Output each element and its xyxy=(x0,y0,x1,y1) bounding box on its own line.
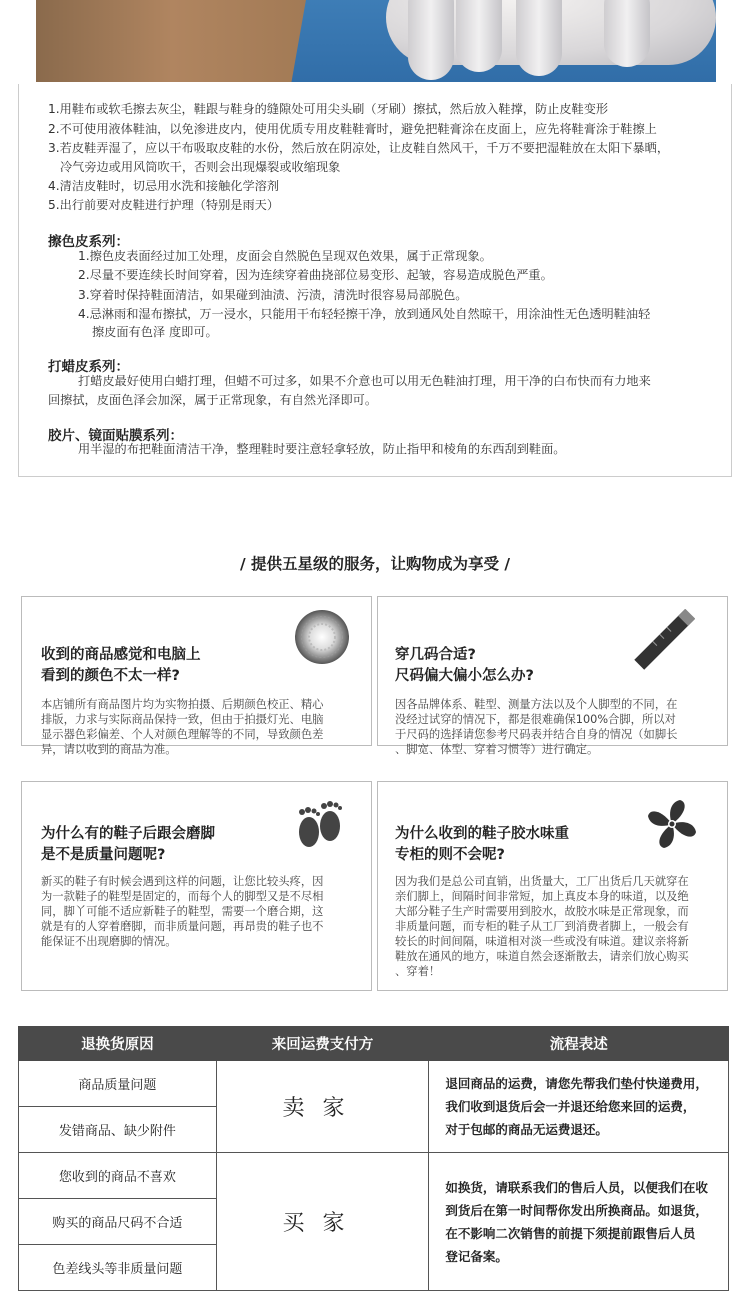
payer-cell: 买家 xyxy=(216,1153,429,1291)
service-card xyxy=(377,781,728,991)
care-line: 用半湿的布把鞋面清洁干净，整理鞋时要注意轻拿轻放，防止指甲和棱角的东西刮到鞋面。 xyxy=(78,442,566,456)
process-cell: 如换货，请联系我们的售后人员，以便我们在收 到货后在第一时间帮你发出所换商品。如退货， 在不影响二次销售的前提下须提前跟售后人员 登记备案。 xyxy=(429,1153,729,1291)
column-header: 来回运费支付方 xyxy=(216,1027,429,1061)
card-title: 收到的商品感觉和电脑上 看到的颜色不太一样? xyxy=(41,647,201,684)
ruler-icon xyxy=(633,609,695,671)
care-line: 1.用鞋布或软毛擦去灰尘，鞋跟与鞋身的缝隙处可用尖头刷（牙刷）擦拭，然后放入鞋撑，防止皮鞋变形 xyxy=(48,102,609,116)
care-line: 3.穿着时保持鞋面清洁，如果碰到油渍、污渍，清洗时很容易局部脱色。 xyxy=(78,288,468,302)
reason-cell: 发错商品、缺少附件 xyxy=(19,1107,217,1153)
card-text: 因为我们是总公司直销，出货量大，工厂出货后几天就穿在 亲们脚上，间隔时间非常短，加上真皮本身的味道，以及绝 大部分鞋子生产时需要用到胶水，故胶水味是正常现象，而 非质量问题，而专柜的鞋子从工厂到消费者脚上，一般会有 较长的时间间隔，味道相对淡一些或没有味道。建议亲将新 鞋放在通风的地方，味道自然会逐渐散去，请亲们放心购买 、穿着！ xyxy=(395,875,689,978)
care-line: 4.清洁皮鞋时，切忌用水洗和接触化学溶剂 xyxy=(48,179,280,193)
footprints-icon xyxy=(292,800,348,850)
care-line: 5.出行前要对皮鞋进行护理（特别是雨天） xyxy=(48,198,280,212)
reason-cell: 商品质量问题 xyxy=(19,1061,217,1107)
card-text: 因各品牌体系、鞋型、测量方法以及个人脚型的不同，在 没经过试穿的情况下，都是很难确保100%合脚，所以对 于尺码的选择请您参考尺码表并结合自身的情况（如脚长 、脚宽、体型、穿着习惯等）进行确定。 xyxy=(395,698,678,756)
table-row xyxy=(19,1153,729,1199)
fan-icon xyxy=(644,796,700,852)
column-header: 流程表述 xyxy=(429,1027,729,1061)
section-heading-film: 胶片、镜面贴膜系列： xyxy=(48,428,183,444)
returns-table xyxy=(18,1026,729,1291)
care-line: 4.忌淋雨和湿布擦拭，万一浸水，只能用干布轻轻擦干净，放到通风处自然晾干，用涂油性无色透明鞋油轻 xyxy=(78,307,651,321)
section-heading-dala: 打蜡皮系列： xyxy=(48,359,129,375)
service-title: / 提供五星级的服务，让购物成为享受 / xyxy=(239,555,511,573)
care-line: 回擦拭，皮面色泽会加深，属于正常现象，有自然光泽即可。 xyxy=(48,393,378,407)
care-line: 冷气旁边或用风筒吹干，否则会出现爆裂或收缩现象 xyxy=(60,160,341,174)
card-title: 穿几码合适? 尺码偏大偏小怎么办? xyxy=(395,647,534,684)
card-text: 本店铺所有商品图片均为实物拍摄、后期颜色校正、精心 排版，力求与实际商品保持一致，但由于拍摄灯光、电脑 显示器色彩偏差、个人对颜色理解等的不同，导致颜色差 异，请以收到的商品为准。 xyxy=(41,698,324,756)
service-card xyxy=(377,596,728,756)
service-card xyxy=(21,596,372,756)
care-line: 2.不可使用液体鞋油，以免渗进皮内，使用优质专用皮鞋鞋膏时，避免把鞋膏涂在皮面上，应先将鞋膏涂于鞋擦上 xyxy=(48,122,657,136)
care-line: 打蜡皮最好使用白蜡打理，但蜡不可过多，如果不介意也可以用无色鞋油打理，用干净的白布快而有力地来 xyxy=(78,374,651,388)
color-wheel-icon xyxy=(294,609,350,665)
care-line: 3.若皮鞋弄湿了，应以干布吸取皮鞋的水份，然后放在阴凉处，让皮鞋自然风干，千万不要把湿鞋放在太阳下暴晒， xyxy=(48,141,670,155)
card-title: 为什么有的鞋子后跟会磨脚 是不是质量问题呢? xyxy=(41,826,215,863)
care-line: 擦皮面有色泽 度即可。 xyxy=(92,325,218,339)
table-header-row xyxy=(19,1027,729,1061)
reason-cell: 您收到的商品不喜欢 xyxy=(19,1153,217,1199)
service-card xyxy=(21,781,372,991)
reason-cell: 购买的商品尺码不合适 xyxy=(19,1199,217,1245)
payer-cell: 卖家 xyxy=(216,1061,429,1153)
care-line: 1.擦色皮表面经过加工处理，皮面会自然脱色呈现双色效果，属于正常现象。 xyxy=(78,249,492,263)
care-line: 2.尽量不要连续长时间穿着，因为连续穿着曲挠部位易变形、起皱，容易造成脱色严重。 xyxy=(78,268,553,282)
column-header: 退换货原因 xyxy=(19,1027,217,1061)
section-heading-cashi: 擦色皮系列： xyxy=(48,234,129,250)
process-cell: 退回商品的运费，请您先帮我们垫付快递费用， 我们收到退货后会一并退还给您来回的运费， 对于包邮的商品无运费退还。 xyxy=(429,1061,729,1153)
table-row xyxy=(19,1061,729,1107)
card-text: 新买的鞋子有时候会遇到这样的问题，让您比较头疼，因 为一款鞋子的鞋型是固定的，而每个人的脚型又是不尽相 同，脚丫可能不适应新鞋子的鞋型，需要一个磨合期，这 就是有的人穿着磨脚，而非质量问题，再昂贵的鞋子也不 能保证不出现磨脚的情况。 xyxy=(41,875,324,948)
product-photo xyxy=(36,0,716,82)
reason-cell: 色差线头等非质量问题 xyxy=(19,1245,217,1291)
card-title: 为什么收到的鞋子胶水味重 专柜的则不会呢? xyxy=(395,826,569,863)
